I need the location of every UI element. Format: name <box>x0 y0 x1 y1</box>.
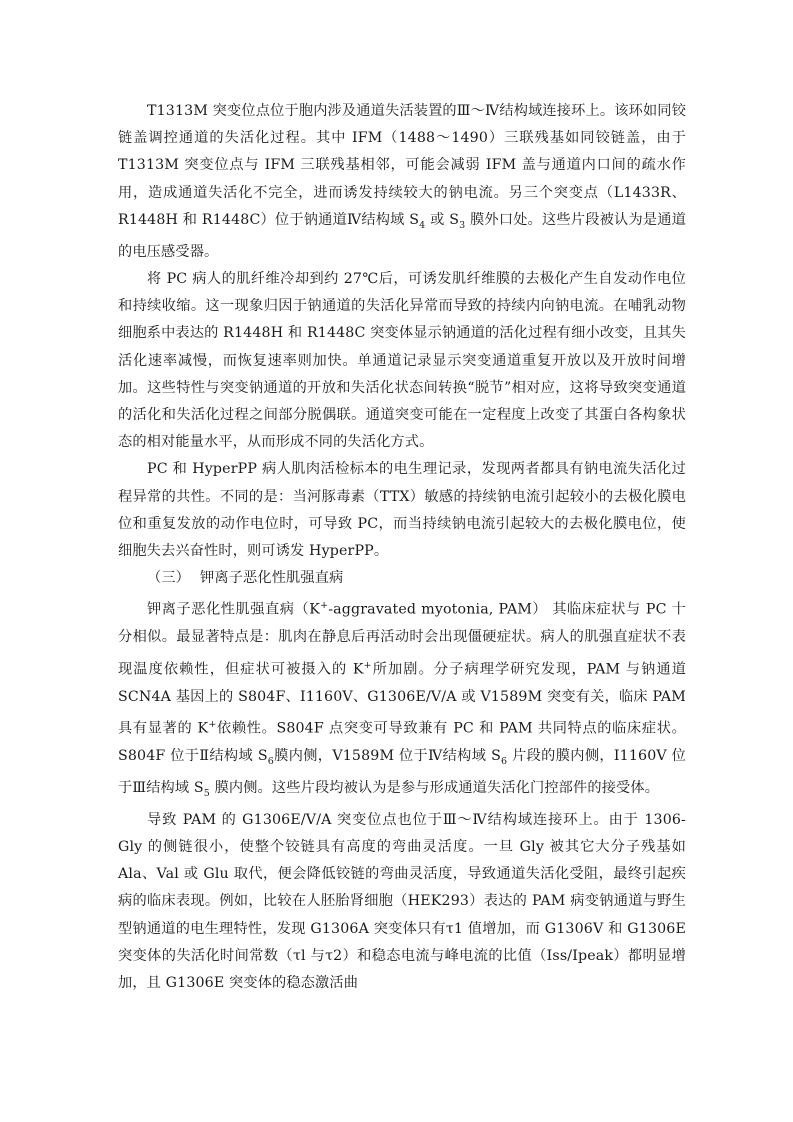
text-run: 或 S <box>425 211 460 228</box>
text-run: 膜内侧，V1589M 位于Ⅳ结构域 S <box>273 747 502 764</box>
subscript: 3 <box>459 219 466 231</box>
text-run: 导致 PAM 的 G1306E/V/A 突变位点也位于Ⅲ～Ⅳ结构域连接环上。由于 1306-Gly 的侧链很小，使整个铰链具有高度的弯曲灵活度。一旦 Gly 被其它大分子残基如 Ala、Val 或 Glu 取代，便会降低铰链的弯曲灵活度，导致通道失活化受阻，最终引起疾病的临床表现。例如，比较在人胚胎肾细胞（HEK293）表达的 PAM 病变钠通道与野生型钠通道的电生理特性，发现 G1306A 突变体只有τ1 值增加，而 G1306V 和 G1306E 突变体的失活化时间常数（τl 与τ2）和稳态电流与峰电流的比值（Iss/Ipeak）都明显增加，且 G1306E 突变体的稳态激活曲 <box>118 811 686 991</box>
paragraph-p1 <box>118 98 686 266</box>
section-title: 钾离子恶化性肌强直病 <box>200 570 344 587</box>
text-run: PC 和 HyperPP 病人肌肉活检标本的电生理记录，发现两者都具有钠电流失活化过程异常的共性。不同的是：当河豚毒素（TTX）敏感的持续钠电流引起较小的去极化膜电位和重复发放的动作电位时，可导致 PC，而当持续钠电流引起较大的去极化膜电位，使细胞失去兴奋性时，则可诱发 HyperPP。 <box>118 461 686 560</box>
section-heading <box>118 565 686 592</box>
paragraph-p2 <box>118 266 686 456</box>
text-run: 片段的膜内侧，I1160V 位于Ⅲ结构域 S <box>118 747 686 796</box>
superscript: + <box>363 659 372 671</box>
superscript: + <box>208 718 217 730</box>
paragraph-p5 <box>118 807 686 997</box>
text-run: T1313M 突变位点位于胞内涉及通道失活装置的Ⅲ～Ⅳ结构域连接环上。该环如同铰链盖调控通道的失活化过程。其中 IFM（1488～1490）三联残基如同铰链盖，由于 T1313M 突变位点与 IFM 三联残基相邻，可能会减弱 IFM 盖与通道内口间的疏水作用，造成通道失活化不完全，进而诱发持续较大的钠电流。另三个突变点（L1433R、R1448H 和 R1448C）位于钠通道Ⅳ结构域 S <box>118 103 686 228</box>
text-run: 依赖性。S804F 点突变可导致兼有 PC 和 PAM 共同特点的临床症状。S804F 位于Ⅱ结构域 S <box>118 720 686 764</box>
paragraph-p3 <box>118 456 686 565</box>
text-run: 钾离子恶化性肌强直病（K <box>147 602 321 619</box>
paragraphs-after-heading <box>118 592 686 997</box>
subscript: 5 <box>203 787 210 799</box>
text-run: -aggravated myotonia, PAM） 其临床症状与 PC 十分相似。最显著特点是：肌肉在静息后再活动时会出现僵硬症状。病人的肌强直症状不表现温度依赖性，但症状可被摄入的 K <box>118 602 686 678</box>
page-content <box>118 98 686 997</box>
text-run: 所加剧。分子病理学研究发现，PAM 与钠通道 SCN4A 基因上的 S804F、I1160V、G1306E/V/A 或 V1589M 突变有关，临床 PAM 具有显著的 K <box>118 661 686 737</box>
subscript: 6 <box>501 755 508 767</box>
section-number: （三） <box>147 570 191 587</box>
subscript: 6 <box>267 755 274 767</box>
superscript: + <box>320 600 329 612</box>
text-run: 膜内侧。这些片段均被认为是参与形成通道失活化门控部件的接受体。 <box>209 779 660 796</box>
subscript: 4 <box>419 219 426 231</box>
text-run: 膜外口处。这些片段被认为是通道的电压感受器。 <box>118 211 686 260</box>
paragraphs-before-heading <box>118 98 686 565</box>
text-run: 将 PC 病人的肌纤维冷却到约 27℃后，可诱发肌纤维膜的去极化产生自发动作电位和持续收缩。这一现象归因于钠通道的失活化异常而导致的持续内向钠电流。在哺乳动物细胞系中表达的 R1448H 和 R1448C 突变体显示钠通道的活化过程有细小改变，且其失活化速率减慢，而恢复速率则加快。单通道记录显示突变通道重复开放以及开放时间增加。这些特性与突变钠通道的开放和失活化状态间转换“脱节”相对应，这将导致突变通道的活化和失活化过程之间部分脱偶联。通道突变可能在一定程度上改变了其蛋白各构象状态的相对能量水平，从而形成不同的失活化方式。 <box>118 271 686 451</box>
paragraph-p4 <box>118 592 686 806</box>
